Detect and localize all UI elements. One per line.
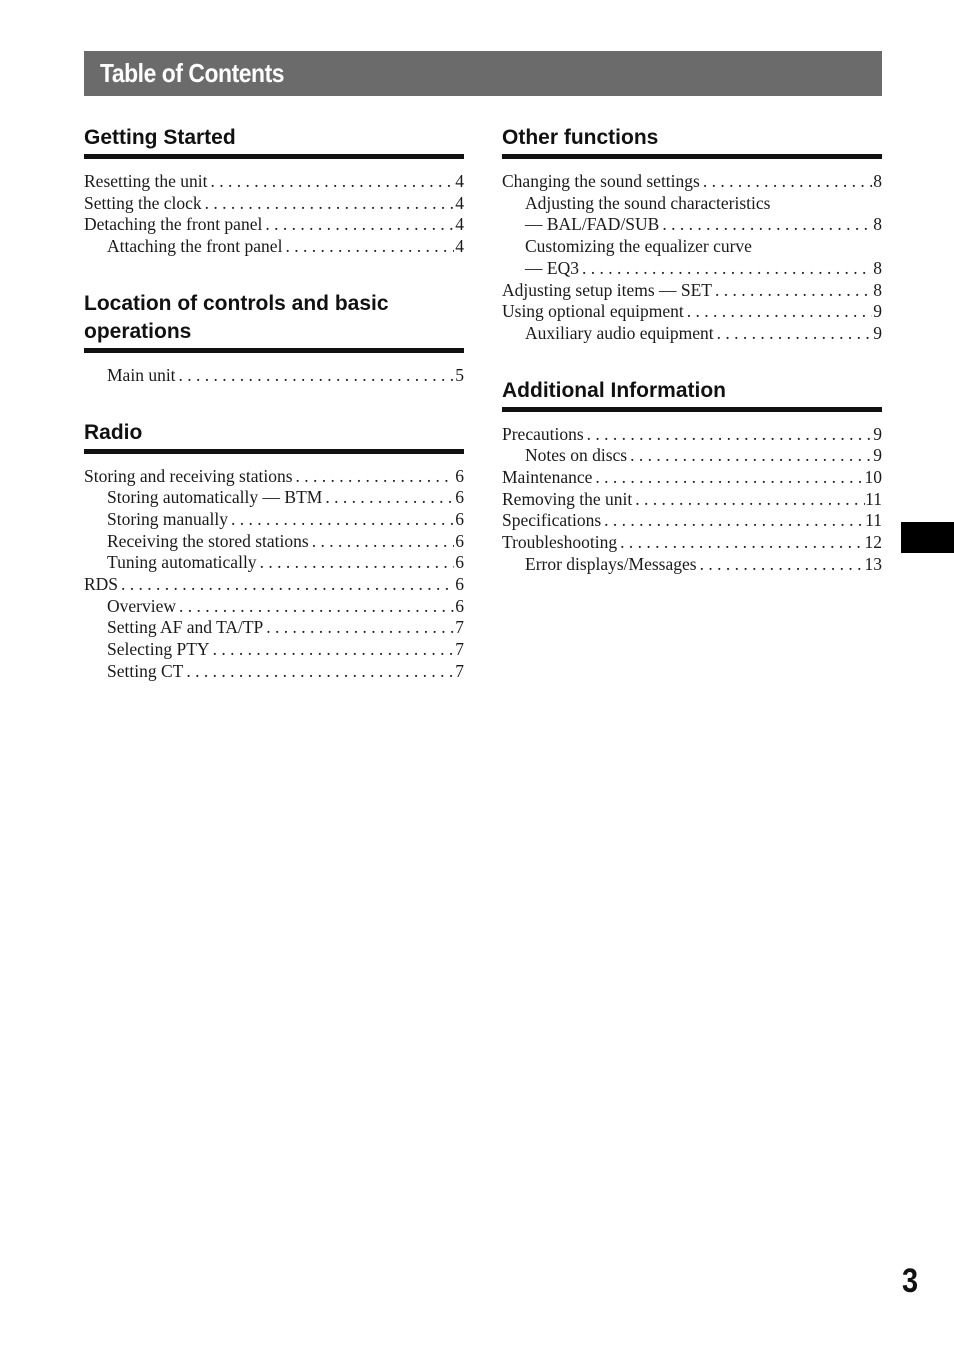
toc-entry[interactable] <box>502 445 882 467</box>
toc-entry-page: 10 <box>864 467 882 488</box>
dot-leader <box>592 467 864 489</box>
toc-entry-page: 7 <box>455 617 464 638</box>
toc-entry-page: 6 <box>455 487 464 508</box>
section-heading: Location of controls and basic operations <box>84 290 464 353</box>
toc-entry-title: Setting the clock <box>84 192 202 213</box>
dot-leader <box>118 574 454 596</box>
toc-entry-title: Main unit <box>107 364 176 385</box>
left-column <box>84 124 464 715</box>
toc-entry[interactable] <box>502 214 882 236</box>
toc-entry-page: 8 <box>873 214 882 235</box>
dot-leader <box>263 617 454 639</box>
toc-entry-title: Adjusting setup items — SET <box>502 279 712 300</box>
toc-entry[interactable] <box>502 532 882 554</box>
toc-entry-title: Specifications <box>502 510 602 531</box>
section-radio <box>84 419 464 683</box>
toc-entry-page: 4 <box>455 171 464 191</box>
toc-entry-page: 9 <box>873 423 882 444</box>
toc-entry-page: 6 <box>455 530 464 551</box>
toc-entry-title: Setting CT <box>107 660 184 681</box>
toc-entry[interactable] <box>502 301 882 323</box>
chapter-tab-marker <box>901 522 954 553</box>
toc-entry[interactable] <box>84 487 464 509</box>
dot-leader <box>262 214 454 236</box>
dot-leader <box>293 466 454 488</box>
toc-entry-title: Overview <box>107 595 177 616</box>
toc-entry-page: 6 <box>455 508 464 529</box>
toc-entry[interactable] <box>84 171 464 193</box>
toc-entry-title: Storing manually <box>107 508 229 529</box>
toc-entry[interactable] <box>502 323 882 345</box>
dot-leader <box>228 509 454 531</box>
toc-entry-title: Receiving the stored stations <box>107 530 309 551</box>
toc-entry-title: Customizing the equalizer curve <box>525 236 752 257</box>
toc-entry[interactable] <box>84 236 464 258</box>
section-heading: Other functions <box>502 124 882 159</box>
toc-entry[interactable] <box>84 639 464 661</box>
toc-entry-title: Maintenance <box>502 467 593 488</box>
dot-leader <box>202 193 454 215</box>
toc-entry-title: Resetting the unit <box>84 171 208 191</box>
dot-leader <box>176 596 454 618</box>
dot-leader <box>617 532 864 554</box>
dot-leader <box>309 531 454 553</box>
toc-entry-page: 7 <box>455 639 464 660</box>
toc-entry-title: Tuning automatically <box>107 552 257 573</box>
toc-entry-page: 12 <box>864 532 882 553</box>
toc-entry[interactable] <box>84 466 464 488</box>
toc-entry[interactable] <box>84 214 464 236</box>
toc-entry-title: Detaching the front panel <box>84 214 263 235</box>
dot-leader <box>282 236 454 258</box>
toc-entry-page: 8 <box>873 279 882 300</box>
toc-entry-page: 9 <box>873 322 882 343</box>
toc-entry-page: 8 <box>873 257 882 278</box>
toc-entry-title: Adjusting the sound characteristics <box>525 192 771 213</box>
toc-entry-title: Storing and receiving stations <box>84 465 293 486</box>
toc-entry-page: 6 <box>455 574 464 595</box>
section-other-functions <box>502 124 882 345</box>
toc-entry[interactable] <box>84 596 464 618</box>
dot-leader <box>257 552 454 574</box>
dot-leader <box>632 489 865 511</box>
toc-entry[interactable] <box>84 193 464 215</box>
toc-entry-page: 5 <box>455 364 464 385</box>
toc-entry-title: Selecting PTY <box>107 639 210 660</box>
toc-entry-page: 4 <box>455 192 464 213</box>
toc-entry[interactable] <box>502 193 882 215</box>
toc-entry-title: Notes on discs <box>525 445 628 466</box>
toc-entry-title: Attaching the front panel <box>107 236 283 257</box>
dot-leader <box>684 301 872 323</box>
toc-entry-page: 9 <box>873 445 882 466</box>
toc-entry-title: Troubleshooting <box>502 532 618 553</box>
toc-entry-page: 6 <box>455 595 464 616</box>
toc-entry[interactable] <box>502 171 882 193</box>
toc-entry[interactable] <box>84 552 464 574</box>
toc-entry-title: Setting AF and TA/TP <box>107 617 264 638</box>
toc-entry-title: — BAL/FAD/SUB <box>525 214 660 235</box>
toc-entry-title: Storing automatically — BTM <box>107 487 323 508</box>
dot-leader <box>183 661 454 683</box>
dot-leader <box>601 510 865 532</box>
toc-entry-title: Removing the unit <box>502 488 633 509</box>
toc-entry-title: Using optional equipment <box>502 301 684 322</box>
toc-entry[interactable] <box>502 258 882 280</box>
toc-entry[interactable] <box>84 574 464 596</box>
toc-entry-title: Error displays/Messages <box>525 553 697 574</box>
toc-entry-page: 8 <box>873 171 882 191</box>
toc-entry-page: 6 <box>455 465 464 486</box>
toc-entry-title: Changing the sound settings <box>502 171 700 191</box>
toc-entry-page: 11 <box>865 488 882 509</box>
dot-leader <box>712 280 872 302</box>
toc-entry-page: 9 <box>873 301 882 322</box>
toc-entry-page: 7 <box>455 660 464 681</box>
section-heading: Additional Information <box>502 377 882 412</box>
page-title: Table of Contents <box>100 58 285 88</box>
toc-entry[interactable] <box>502 280 882 302</box>
page-number: 3 <box>901 1262 919 1300</box>
toc-entry-page: 11 <box>865 510 882 531</box>
toc-entry-title: Auxiliary audio equipment <box>525 322 714 343</box>
section-heading: Radio <box>84 419 464 454</box>
toc-entry[interactable] <box>84 661 464 683</box>
dot-leader <box>207 171 454 193</box>
toc-entry[interactable] <box>502 554 882 576</box>
dot-leader <box>714 323 872 345</box>
toc-entry-title: — EQ3 <box>525 257 579 278</box>
toc-entry-page: 4 <box>455 214 464 235</box>
dot-leader <box>176 365 454 387</box>
dot-leader <box>659 214 872 236</box>
toc-entry-page: 13 <box>864 553 882 574</box>
section-location-of-controls <box>84 290 464 387</box>
section-getting-started <box>84 124 464 258</box>
right-column <box>502 124 882 608</box>
toc-entry[interactable] <box>84 617 464 639</box>
toc-entry[interactable] <box>84 531 464 553</box>
toc-entry[interactable] <box>502 489 882 511</box>
toc-entry[interactable] <box>84 365 464 387</box>
toc-entry[interactable] <box>502 236 882 258</box>
toc-entry-page: 6 <box>455 552 464 573</box>
toc-entry-page: 4 <box>455 236 464 257</box>
dot-leader <box>322 487 454 509</box>
toc-entry-title: Precautions <box>502 423 584 444</box>
section-heading: Getting Started <box>84 124 464 159</box>
toc-entry-title: RDS <box>84 574 119 595</box>
dot-leader <box>697 554 865 576</box>
dot-leader <box>700 171 872 193</box>
toc-entry[interactable] <box>502 510 882 532</box>
toc-entry[interactable] <box>502 424 882 446</box>
toc-title-banner <box>84 51 882 96</box>
dot-leader <box>584 424 872 446</box>
dot-leader <box>627 445 872 467</box>
toc-entry[interactable] <box>502 467 882 489</box>
dot-leader <box>210 639 454 661</box>
section-additional-information <box>502 377 882 576</box>
toc-entry[interactable] <box>84 509 464 531</box>
dot-leader <box>579 258 872 280</box>
